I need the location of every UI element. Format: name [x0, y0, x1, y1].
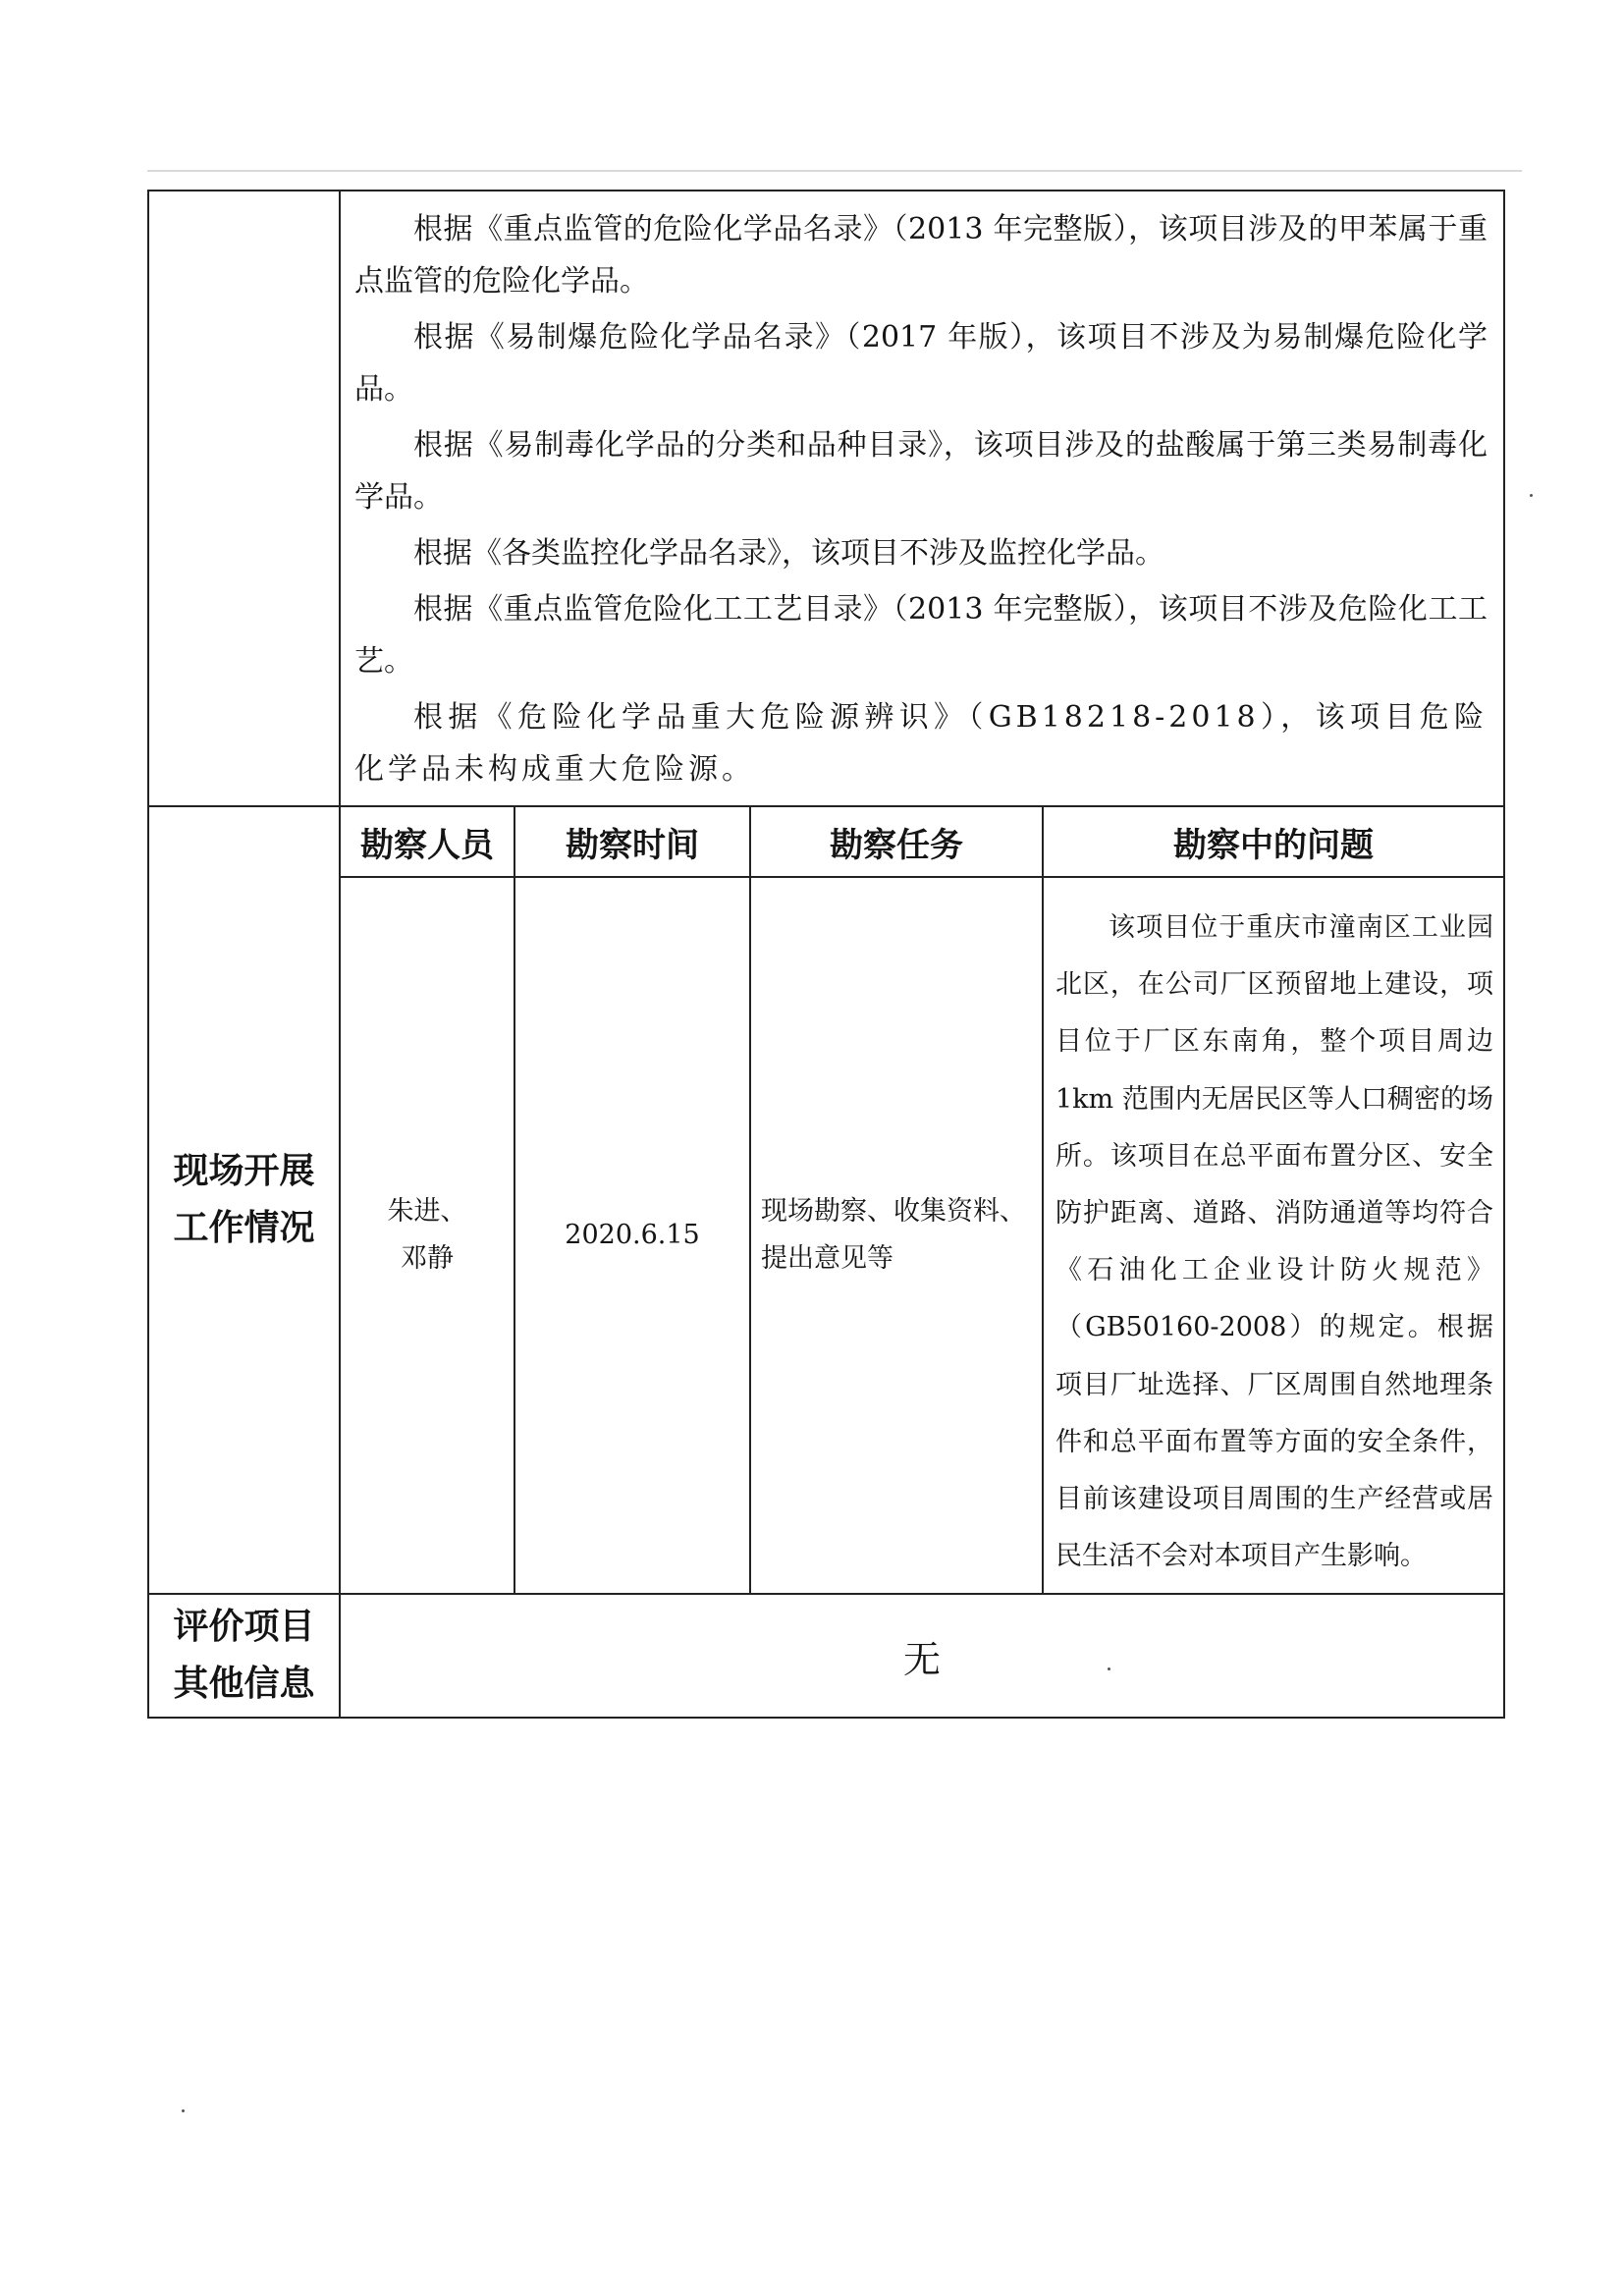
regulation-paragraph: 根据《重点监管危险化工工艺目录》（2013 年完整版），该项目不涉及危险化工工艺。 — [354, 592, 1488, 679]
survey-body-row — [148, 877, 1504, 1594]
regulations-content — [340, 191, 1504, 806]
header-time: 勘察时间 — [514, 806, 750, 877]
survey-row-label — [148, 806, 340, 1594]
survey-label-line: 工作情况 — [173, 1208, 315, 1249]
header-task: 勘察任务 — [750, 806, 1043, 877]
survey-task: 现场勘察、收集资料、提出意见等 — [750, 877, 1043, 1594]
personnel-name: 邓静 — [401, 1243, 454, 1275]
personnel-name: 朱进、 — [387, 1196, 467, 1228]
document-table — [147, 190, 1505, 1719]
other-info-label-line: 评价项目 — [173, 1607, 315, 1648]
regulations-label-cell — [148, 191, 340, 806]
regulations-row — [148, 191, 1504, 806]
regulation-paragraph: 根据《重点监管的危险化学品名录》（2013 年完整版），该项目涉及的甲苯属于重点监管的危险化学品。 — [354, 212, 1488, 299]
survey-date: 2020.6.15 — [514, 877, 750, 1594]
other-info-row — [148, 1594, 1504, 1718]
survey-label-line: 现场开展 — [173, 1151, 315, 1192]
regulation-paragraph: 根据《易制毒化学品的分类和品种目录》，该项目涉及的盐酸属于第三类易制毒化学品。 — [354, 428, 1488, 515]
regulation-paragraph: 根据《易制爆危险化学品名录》（2017 年版），该项目不涉及为易制爆危险化学品。 — [354, 320, 1488, 407]
other-info-label — [148, 1594, 340, 1718]
header-personnel: 勘察人员 — [340, 806, 514, 877]
other-info-value: 无 — [340, 1594, 1504, 1718]
scan-speck — [1530, 494, 1533, 497]
scan-top-rule — [147, 170, 1522, 172]
header-problems: 勘察中的问题 — [1043, 806, 1504, 877]
regulation-paragraph: 根据《危险化学品重大危险源辨识》（GB18218-2018），该项目危险化学品未构成重大危险源。 — [354, 700, 1488, 787]
scan-speck — [1108, 1667, 1110, 1670]
survey-header-row — [148, 806, 1504, 877]
scan-speck — [182, 2109, 185, 2112]
personnel-cell — [340, 877, 514, 1594]
survey-problems: 该项目位于重庆市潼南区工业园北区，在公司厂区预留地上建设，项目位于厂区东南角，整个项目周边 1km 范围内无居民区等人口稠密的场所。该项目在总平面布置分区、安全防护距离、道路、消防通道等均符合《石油化工企业设计防火规范》（GB50160-2008）的规定。根据项目厂址选择、厂区周围自然地理条件和总平面布置等方面的安全条件，目前该建设项目周围的生产经营或居民生活不会对本项目产生影响。 — [1043, 877, 1504, 1594]
other-info-label-line: 其他信息 — [173, 1664, 315, 1705]
regulation-paragraph: 根据《各类监控化学品名录》，该项目不涉及监控化学品。 — [413, 536, 1164, 571]
